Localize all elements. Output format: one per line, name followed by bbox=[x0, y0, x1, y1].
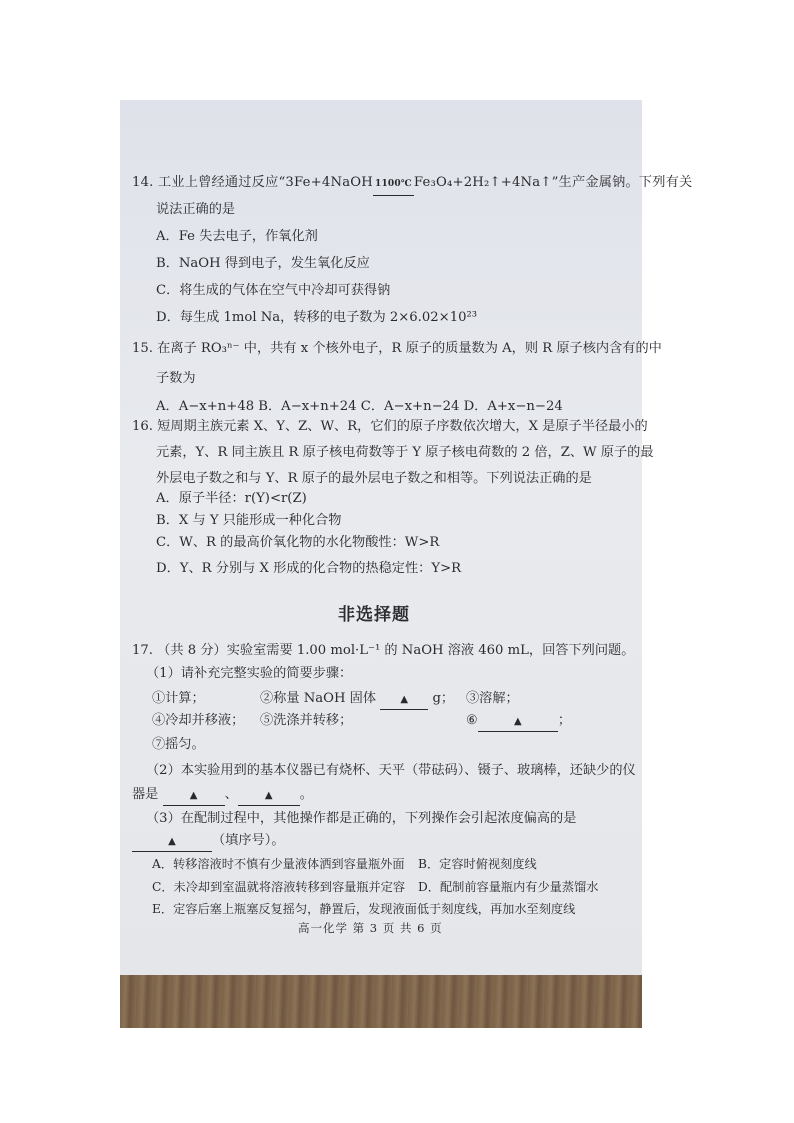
q17-step2-label: ②称量 NaOH 固体 bbox=[260, 691, 377, 706]
q14-line1 bbox=[132, 174, 692, 193]
section-title: 非选择题 bbox=[338, 605, 410, 625]
q17-step2 bbox=[260, 690, 454, 710]
q17-option-c: C．未冷却到室温就将溶液转移到容量瓶并定容 bbox=[152, 880, 406, 894]
q17-step7: ⑦摇匀。 bbox=[152, 737, 205, 752]
q17-step6 bbox=[466, 712, 571, 732]
q17-sub2-line2 bbox=[132, 786, 313, 806]
q16-option-a: A．原子半径：r(Y)<r(Z) bbox=[156, 491, 307, 506]
q17-step6-label: ⑥ bbox=[466, 713, 478, 728]
q16-line3: 外层电子数之和与 Y、R 原子的最外层电子数之和相等。下列说法正确的是 bbox=[156, 471, 592, 486]
q17-option-a: A．转移溶液时不慎有少量液体洒到容量瓶外面 bbox=[152, 857, 405, 871]
q17-sub2-line1: （2）本实验用到的基本仪器已有烧杯、天平（带砝码）、镊子、玻璃棒，还缺少的仪 bbox=[146, 763, 636, 778]
q17-step5: ⑤洗涤并转移； bbox=[260, 713, 353, 728]
q16-option-c: C．W、R 的最高价氧化物的水化物酸性：W>R bbox=[156, 535, 440, 550]
q17-step6-end: ； bbox=[557, 713, 572, 728]
page-footer: 高一化学 第 3 页 共 6 页 bbox=[298, 921, 443, 935]
q17-blank-instrument-2[interactable] bbox=[238, 786, 300, 806]
q14-line1-b: Fe₃O₄+2H₂↑+4Na↑”生产金属钠。下列有关 bbox=[413, 175, 693, 190]
q17-blank-mass[interactable] bbox=[380, 690, 428, 710]
q14-option-b: B．NaOH 得到电子，发生氧化反应 bbox=[156, 256, 370, 271]
q17-step2-unit: g； bbox=[432, 691, 455, 706]
q14-option-c: C．将生成的气体在空气中冷却可获得钠 bbox=[156, 283, 391, 298]
wooden-table-background bbox=[120, 975, 642, 1028]
q15-options: A．A−x+n+48 B．A−x+n+24 C．A−x+n−24 D．A+x−n−24 bbox=[156, 399, 563, 414]
q17-sub3-line1: （3）在配制过程中，其他操作都是正确的，下列操作会引起浓度偏高的是 bbox=[146, 811, 577, 826]
q17-sub2-prefix: 器是 bbox=[132, 787, 159, 802]
q17-sub2-end: 。 bbox=[299, 787, 313, 802]
exam-page-photo bbox=[120, 100, 693, 1028]
blank-marker: ▲ bbox=[264, 790, 273, 801]
q14-option-d: D．每生成 1mol Na，转移的电子数为 2×6.02×10²³ bbox=[156, 310, 478, 325]
blank-marker: ▲ bbox=[400, 694, 409, 705]
q16-option-d: D．Y、R 分别与 X 形成的化合物的热稳定性：Y>R bbox=[156, 561, 462, 576]
reaction-condition: 1100℃ bbox=[373, 175, 414, 193]
q16-line2: 元素，Y、R 同主族且 R 原子核电荷数等于 Y 原子核电荷数的 2 倍，Z、W 原子的最 bbox=[156, 445, 654, 460]
q17-option-b: B．定容时俯视刻度线 bbox=[418, 857, 537, 871]
q17-sub1: （1）请补充完整实验的简要步骤： bbox=[146, 666, 353, 681]
q17-line1: 17. （共 8 分）实验室需要 1.00 mol·L⁻¹ 的 NaOH 溶液 460 mL，回答下列问题。 bbox=[132, 643, 635, 658]
q17-step1: ①计算； bbox=[152, 691, 205, 706]
q14-line2: 说法正确的是 bbox=[156, 202, 236, 217]
q17-blank-instrument-1[interactable] bbox=[163, 786, 225, 806]
q17-sub3-suffix: （填序号）。 bbox=[212, 833, 285, 848]
blank-marker: ▲ bbox=[168, 836, 176, 847]
q15-line1: 15. 在离子 RO₃ⁿ⁻ 中，共有 x 个核外电子，R 原子的质量数为 A，则 R 原子核内含有的中 bbox=[132, 341, 662, 356]
q16-option-b: B．X 与 Y 只能形成一种化合物 bbox=[156, 513, 342, 528]
q17-step3: ③溶解； bbox=[466, 691, 519, 706]
q14-line1-a: 14. 工业上曾经通过反应“3Fe+4NaOH bbox=[132, 175, 373, 190]
blank-marker: ▲ bbox=[513, 716, 522, 727]
q17-sub2-sep: 、 bbox=[224, 787, 238, 802]
q14-option-a: A．Fe 失去电子，作氧化剂 bbox=[156, 229, 318, 244]
q17-sub3-line2 bbox=[132, 832, 285, 852]
q15-line2: 子数为 bbox=[156, 371, 196, 386]
q17-step4: ④冷却并移液； bbox=[152, 713, 245, 728]
q16-line1: 16. 短周期主族元素 X、Y、Z、W、R，它们的原子序数依次增大，X 是原子半径最小的 bbox=[132, 419, 648, 434]
q17-blank-step6[interactable] bbox=[478, 712, 558, 732]
q17-option-d: D．配制前容量瓶内有少量蒸馏水 bbox=[418, 880, 599, 894]
q17-blank-answer[interactable] bbox=[132, 832, 212, 852]
blank-marker: ▲ bbox=[189, 790, 198, 801]
q17-option-e: E．定容后塞上瓶塞反复摇匀，静置后，发现液面低于刻度线，再加水至刻度线 bbox=[152, 902, 576, 916]
